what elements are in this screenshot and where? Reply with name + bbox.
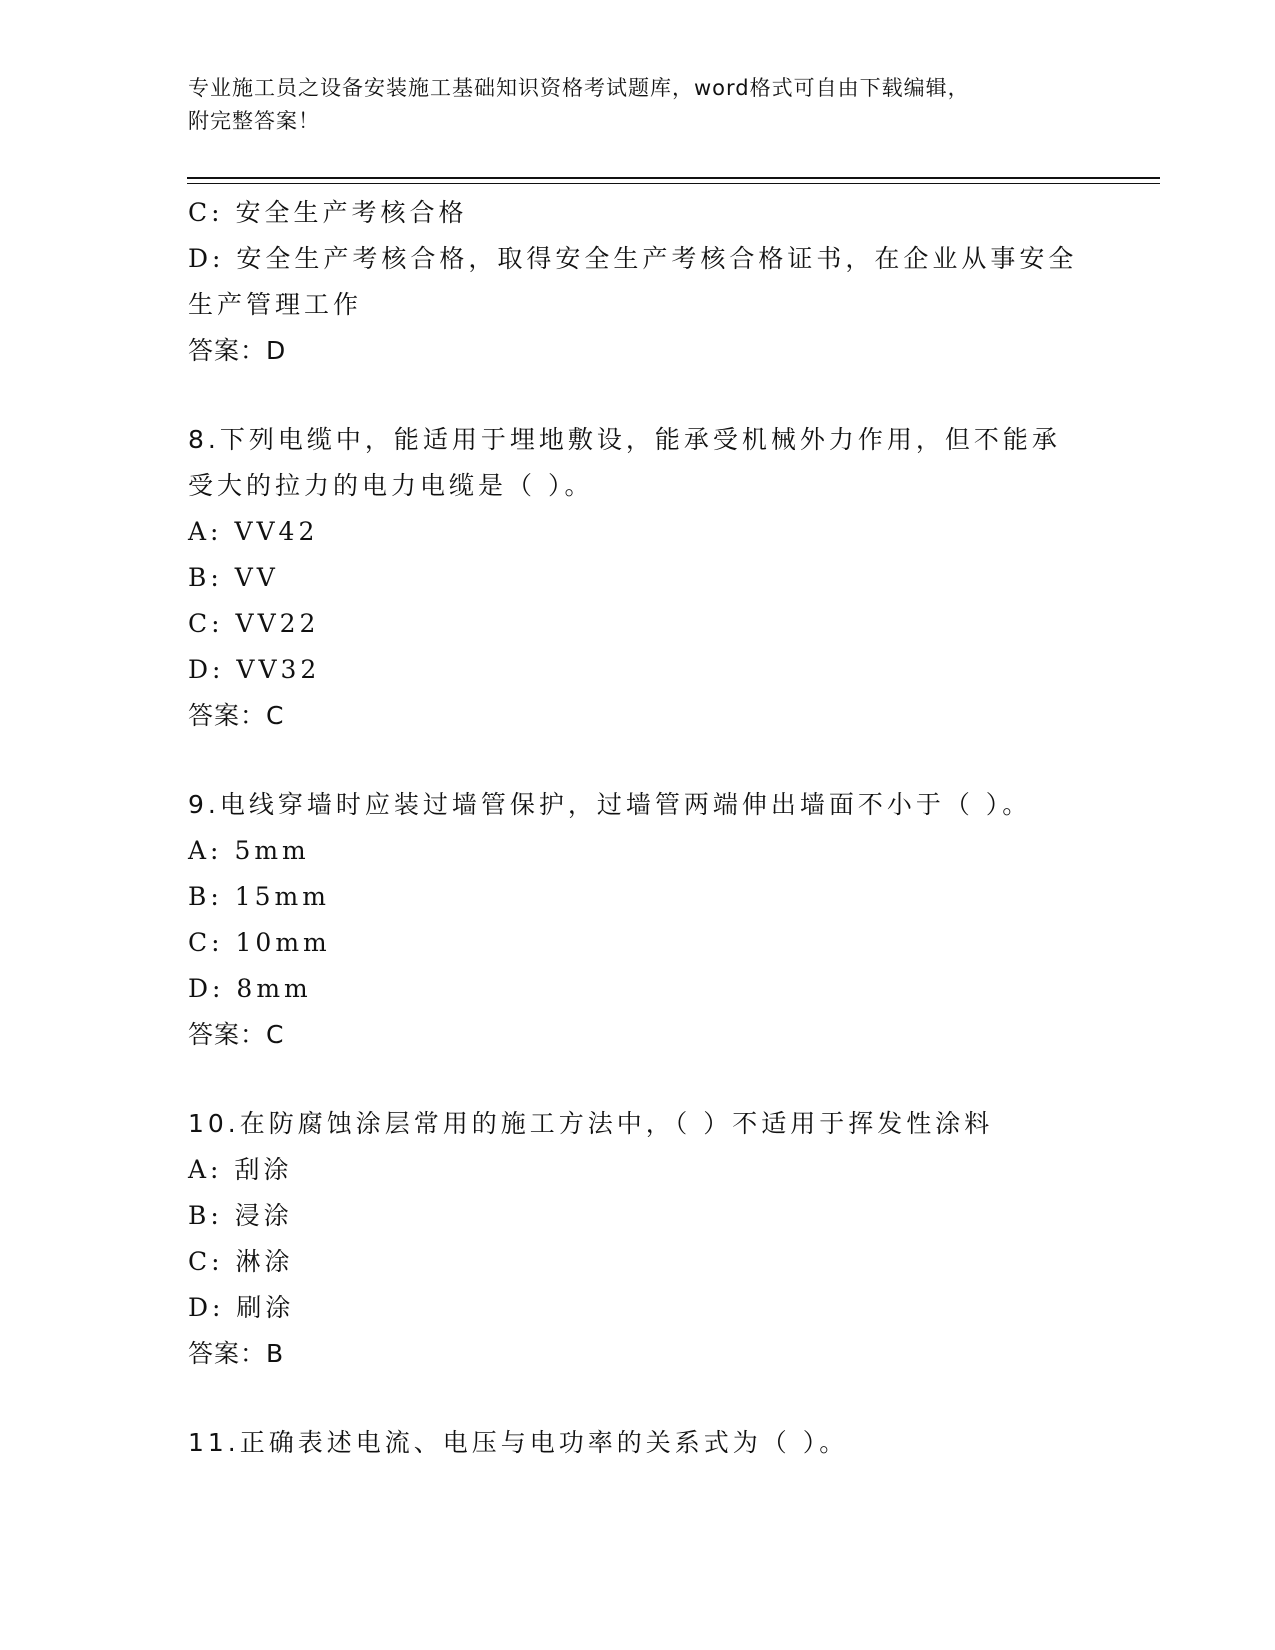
option-c <box>188 601 1088 647</box>
option-b <box>188 1193 1088 1239</box>
question-9 <box>188 782 1088 1058</box>
option-text: VV22 <box>235 609 320 638</box>
option-d <box>188 966 1088 1012</box>
question-stem: 10.在防腐蚀涂层常用的施工方法中，（ ）不适用于挥发性涂料 <box>188 1109 994 1138</box>
option-b <box>188 874 1088 920</box>
question-stem: 受大的拉力的电力电缆是（ ）。 <box>188 471 594 500</box>
option-text: 5mm <box>234 836 310 865</box>
option-text: 安全生产考核合格 <box>235 198 468 227</box>
option-text: VV42 <box>234 517 319 546</box>
option-letter: B: <box>188 563 223 592</box>
option-text: 10mm <box>235 928 331 957</box>
option-letter: D: <box>188 974 225 1003</box>
answer: 答案：D <box>188 336 287 365</box>
option-d-continued: 生产管理工作 <box>188 290 363 319</box>
question-8 <box>188 417 1088 739</box>
option-letter: A: <box>188 836 223 865</box>
option-letter: B: <box>188 1201 223 1230</box>
option-text: 安全生产考核合格，取得安全生产考核合格证书，在企业从事安全 <box>236 244 1078 273</box>
option-letter: B: <box>188 882 223 911</box>
option-text: 浸涂 <box>234 1201 293 1230</box>
option-c <box>188 190 1088 236</box>
answer: 答案：C <box>188 701 285 730</box>
option-letter: D: <box>188 244 225 273</box>
page-header <box>188 72 1068 138</box>
option-b <box>188 555 1088 601</box>
option-letter: D: <box>188 655 225 684</box>
option-text: 刮涂 <box>234 1155 293 1184</box>
question-11 <box>188 1420 1088 1466</box>
question-stem: 11.正确表述电流、电压与电功率的关系式为（ ）。 <box>188 1428 849 1457</box>
option-text: 淋涂 <box>235 1247 294 1276</box>
option-a <box>188 509 1088 555</box>
option-a <box>188 1147 1088 1193</box>
option-text: VV <box>234 563 279 592</box>
option-text: 15mm <box>234 882 330 911</box>
option-letter: C: <box>188 198 224 227</box>
option-d <box>188 1285 1088 1331</box>
option-letter: A: <box>188 1155 223 1184</box>
option-c <box>188 920 1088 966</box>
option-letter: C: <box>188 1247 224 1276</box>
header-line-2: 附完整答案！ <box>188 109 320 133</box>
option-text: 刷涂 <box>236 1293 295 1322</box>
option-d <box>188 647 1088 693</box>
option-letter: C: <box>188 928 224 957</box>
option-c <box>188 1239 1088 1285</box>
option-a <box>188 828 1088 874</box>
header-line-1: 专业施工员之设备安装施工基础知识资格考试题库，word格式可自由下载编辑， <box>188 76 970 100</box>
option-letter: D: <box>188 1293 225 1322</box>
header-divider-thick <box>187 177 1160 179</box>
option-text: 8mm <box>236 974 312 1003</box>
option-letter: A: <box>188 517 223 546</box>
question-stem: 9.电线穿墙时应装过墙管保护，过墙管两端伸出墙面不小于（ ）。 <box>188 790 1032 819</box>
option-text: VV32 <box>236 655 321 684</box>
answer: 答案：B <box>188 1339 285 1368</box>
option-d <box>188 236 1088 282</box>
question-stem: 8.下列电缆中，能适用于埋地敷设，能承受机械外力作用，但不能承 <box>188 425 1061 454</box>
option-letter: C: <box>188 609 224 638</box>
question-7-continuation <box>188 190 1088 374</box>
question-10 <box>188 1101 1088 1377</box>
answer: 答案：C <box>188 1020 285 1049</box>
header-divider-thin <box>187 183 1160 184</box>
document-body <box>188 190 1088 1466</box>
